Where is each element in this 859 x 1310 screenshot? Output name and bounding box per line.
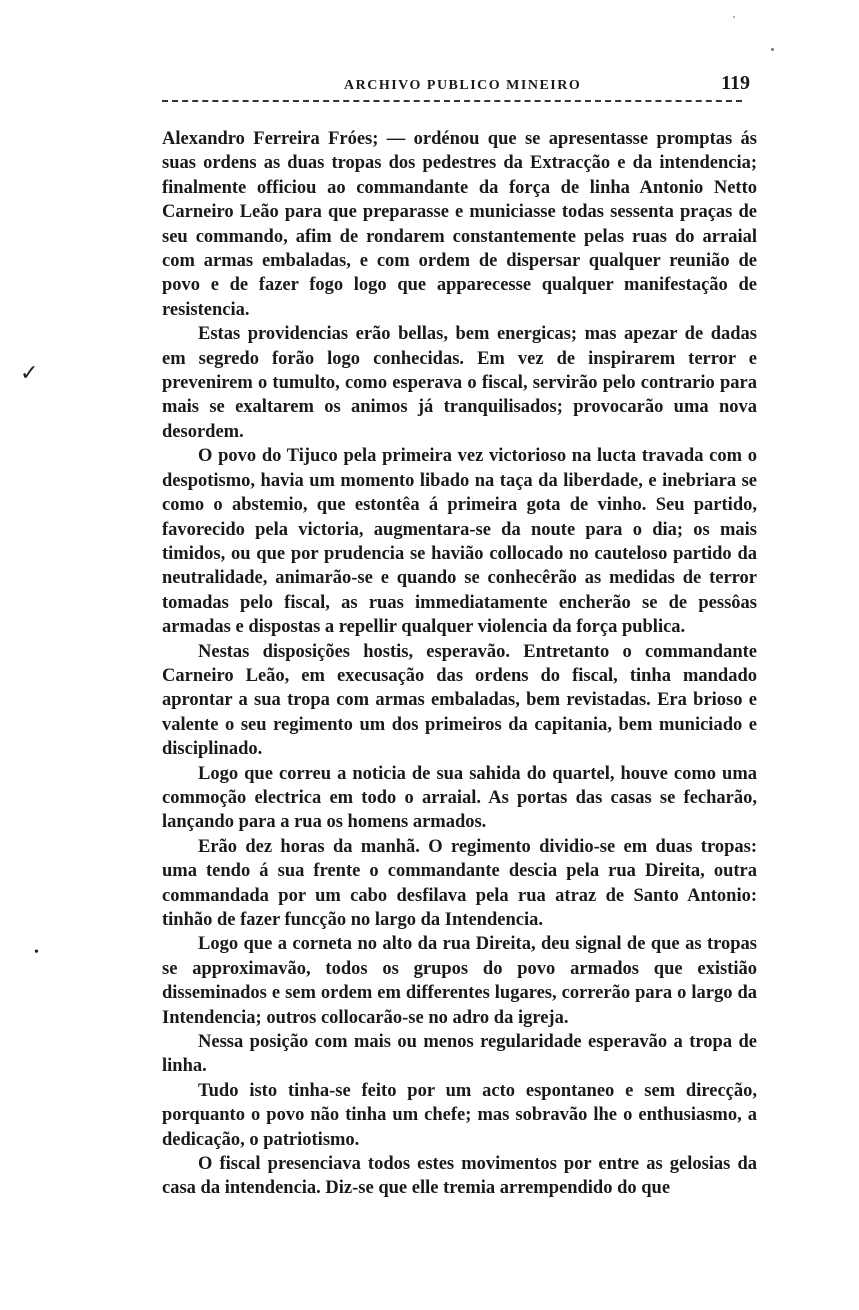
paragraph: Estas providencias erão bellas, bem energicas; mas apezar de dadas em segredo forão logo conhecidas. Em vez de inspirarem terror e prevenirem o tumulto, como esperava o fiscal, servirão pelo contrario para mais se exaltarem os animos já tranquilisados; provocarão uma nova desordem.	[162, 324, 757, 442]
paragraph: O povo do Tijuco pela primeira vez victorioso na lucta travada com o despotismo, havia um momento libado na taça da liberdade, e inebriara se como o abstemio, que estontêa á primeira gota de vinho. Seu partido, favorecido pela victoria, augmentara-se da noute para o dia; os mais timidos, ou que por prudencia se havião collocado no cauteloso partido da neutralidade, animarão-se e quando se conhecêrão as medidas de terror tomadas pelo fiscal, as ruas immediatamente encherão se de pessôas armadas e dispostas a repellir qualquer violencia da força publica.	[162, 446, 757, 638]
page-number: 119	[721, 72, 750, 94]
paragraph: Logo que a corneta no alto da rua Direita, deu signal de que as tropas se approximavão, todos os grupos do povo armados que existião disseminados e sem ordem em differentes lugares, correrão para o largo da Intendencia; outros collocarão-se no adro da igreja.	[162, 934, 757, 1028]
paragraph: Nestas disposições hostis, esperavão. Entretanto o commandante Carneiro Leão, em execusação das ordens do fiscal, tinha mandado aprontar a sua tropa com armas embaladas, bem revistadas. Era brioso e valente o seu regimento um dos primeiros da capitania, bem municiado e disciplinado.	[162, 641, 757, 760]
body-text	[162, 127, 757, 1201]
paragraph: Alexandro Ferreira Fróes; — ordénou que se apresentasse promptas ás suas ordens as duas tropas dos pedestres da Extracção e da intendencia; finalmente officiou ao commandante da força de linha Antonio Netto Carneiro Leão para que preparasse e municiasse todas sessenta praças de seu commando, afim de rondarem constantemente pelas ruas do arraial com armas embaladas, e com ordem de dispersar qualquer reunião de povo e de fazer fogo logo que apparecesse qualquer manifestação de resistencia.	[162, 129, 757, 320]
paragraph: O fiscal presenciava todos estes movimentos por entre as gelosias da casa da intendencia. Diz-se que elle tremia arrempendido do que	[162, 1154, 757, 1199]
paragraph: Logo que correu a noticia de sua sahida do quartel, houve como uma commoção electrica em todo o arraial. As portas das casas se fecharão, lançando para a rua os homens armados.	[162, 763, 757, 833]
running-head	[160, 72, 750, 102]
scan-speck	[771, 48, 774, 51]
paragraph: Erão dez horas da manhã. O regimento dividio-se em duas tropas: uma tendo á sua frente o commandante descia pela rua Direita, outra commandada por um cabo desfilava pela rua atraz de Santo Antonio: tinhão de fazer funcção no largo da Intendencia.	[162, 836, 757, 930]
paragraph: Nessa posição com mais ou menos regularidade esperavão a tropa de linha.	[162, 1032, 757, 1077]
scan-speck	[733, 16, 735, 18]
running-title: ARCHIVO PUBLICO MINEIRO	[344, 78, 582, 93]
paragraph: Tudo isto tinha-se feito por um acto espontaneo e sem direcção, porquanto o povo não tinha um chefe; mas sobravão lhe o enthusiasmo, a dedicação, o patriotismo.	[162, 1080, 757, 1150]
margin-check-mark: ✓	[20, 360, 39, 385]
margin-dot-mark: •	[34, 945, 39, 960]
header-rule	[162, 100, 742, 102]
